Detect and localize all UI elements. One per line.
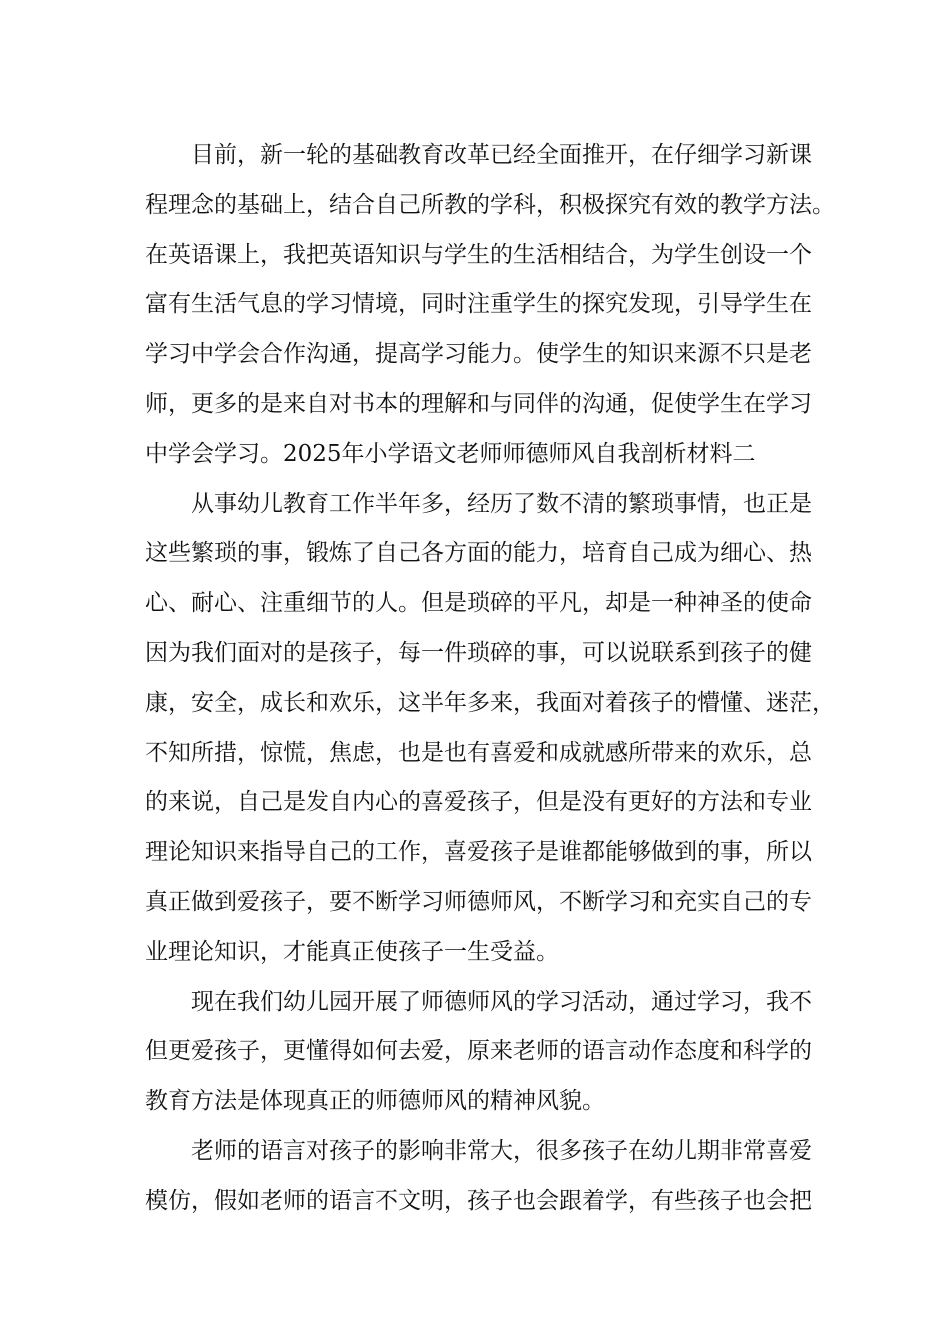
text-line: 师，更多的是来自对书本的理解和与同伴的沟通，促使学生在学习 <box>145 390 812 417</box>
text-line: 但更爱孩子，更懂得如何去爱，原来老师的语言动作态度和科学的 <box>145 1038 812 1065</box>
text-line: 不知所措，惊慌，焦虑，也是也有喜爱和成就感所带来的欢乐，总 <box>145 739 812 766</box>
text-line: 这些繁琐的事，锻炼了自己各方面的能力，培育自己成为细心、热 <box>145 540 812 567</box>
text-line: 心、耐心、注重细节的人。但是琐碎的平凡，却是一种神圣的使命 <box>145 590 812 617</box>
text-line: 业理论知识，才能真正使孩子一生受益。 <box>145 938 559 965</box>
text-line: 程理念的基础上，结合自己所教的学科，积极探究有效的教学方法。 <box>145 191 835 218</box>
paragraph-3 <box>145 978 810 1127</box>
paragraph-4 <box>145 1127 810 1227</box>
text-line: 富有生活气息的学习情境，同时注重学生的探究发现，引导学生在 <box>145 291 812 318</box>
text-line: 中学会学习。2025年小学语文老师师德师风自我剖析材料二 <box>145 440 756 467</box>
text-line: 理论知识来指导自己的工作，喜爱孩子是谁都能够做到的事，所以 <box>145 839 812 866</box>
text-line: 现在我们幼儿园开展了师德师风的学习活动，通过学习，我不 <box>191 988 812 1015</box>
text-line: 的来说，自己是发自内心的喜爱孩子，但是没有更好的方法和专业 <box>145 789 812 816</box>
paragraph-2 <box>145 480 835 978</box>
text-line: 康，安全，成长和欢乐，这半年多来，我面对着孩子的懵懂、迷茫， <box>145 689 835 716</box>
paragraph-1 <box>145 131 835 480</box>
text-line: 在英语课上，我把英语知识与学生的生活相结合，为学生创设一个 <box>145 241 812 268</box>
text-line: 学习中学会合作沟通，提高学习能力。使学生的知识来源不只是老 <box>145 341 812 368</box>
text-line: 教育方法是体现真正的师德师风的精神风貌。 <box>145 1088 605 1115</box>
text-line: 因为我们面对的是孩子，每一件琐碎的事，可以说联系到孩子的健 <box>145 639 812 666</box>
text-line: 从事幼儿教育工作半年多，经历了数不清的繁琐事情，也正是 <box>191 490 812 517</box>
text-line: 目前，新一轮的基础教育改革已经全面推开，在仔细学习新课 <box>191 142 812 168</box>
text-line: 老师的语言对孩子的影响非常大，很多孩子在幼儿期非常喜爱 <box>191 1137 812 1164</box>
document-body <box>145 131 835 1227</box>
text-line: 模仿，假如老师的语言不文明，孩子也会跟着学，有些孩子也会把 <box>145 1187 812 1214</box>
text-line: 真正做到爱孩子，要不断学习师德师风，不断学习和充实自己的专 <box>145 888 812 915</box>
